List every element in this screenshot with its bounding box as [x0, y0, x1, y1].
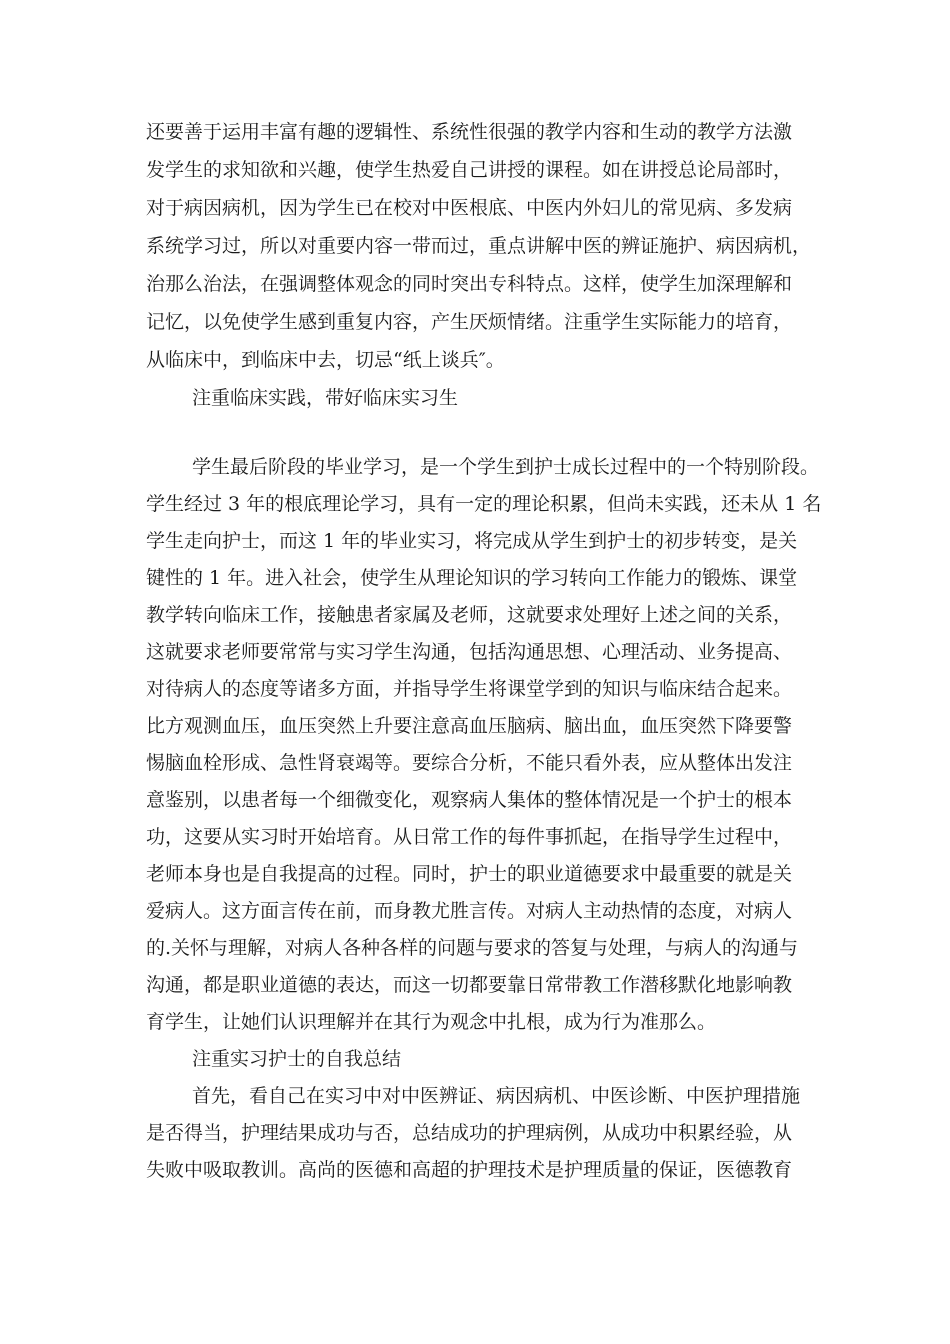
practice-line-13: 爱病人。这方面言传在前，而身教尤胜言传。对病人主动热情的态度，对病人 [146, 900, 793, 922]
practice-line-15: 沟通，都是职业道德的表达，而这一切都要靠日常带教工作潜移默化地影响教 [146, 974, 793, 996]
intro-line-6: 记忆，以免使学生感到重复内容，产生厌烦情绪。注重学生实际能力的培育， [146, 311, 793, 333]
intro-line-1: 还要善于运用丰富有趣的逻辑性、系统性很强的教学内容和生动的教学方法激 [146, 121, 793, 143]
section-heading-self-summary: 注重实习护士的自我总结 [192, 1048, 402, 1070]
intro-line-2: 发学生的求知欲和兴趣，使学生热爱自己讲授的课程。如在讲授总论局部时， [146, 159, 793, 181]
summary-line-3: 失败中吸取教训。高尚的医德和高超的护理技术是护理质量的保证，医德教育 [146, 1159, 793, 1181]
practice-line-5: 教学转向临床工作，接触患者家属及老师，这就要求处理好上述之间的关系， [146, 604, 793, 626]
intro-line-3: 对于病因病机，因为学生已在校对中医根底、中医内外妇儿的常见病、多发病 [146, 197, 793, 219]
practice-line-7: 对待病人的态度等诸多方面，并指导学生将课堂学到的知识与临床结合起来。 [146, 678, 793, 700]
intro-line-5: 治那么治法，在强调整体观念的同时突出专科特点。这样，使学生加深理解和 [146, 273, 793, 295]
intro-line-7: 从临床中，到临床中去，切忌“纸上谈兵″。 [146, 349, 505, 371]
section-heading-clinical-practice: 注重临床实践，带好临床实习生 [192, 387, 459, 409]
practice-line-11: 功，这要从实习时开始培育。从日常工作的每件事抓起，在指导学生过程中， [146, 826, 793, 848]
practice-line-4: 键性的 1 年。进入社会，使学生从理论知识的学习转向工作能力的锻炼、课堂 [146, 567, 798, 589]
practice-line-14: 的.关怀与理解，对病人各种各样的问题与要求的答复与处理，与病人的沟通与 [146, 937, 799, 959]
practice-line-1: 学生最后阶段的毕业学习，是一个学生到护士成长过程中的一个特别阶段。 [192, 456, 820, 478]
practice-line-16: 育学生，让她们认识理解并在其行为观念中扎根，成为行为准那么。 [146, 1011, 717, 1033]
practice-line-9: 惕脑血栓形成、急性肾衰竭等。要综合分析，不能只看外表，应从整体出发注 [146, 752, 793, 774]
practice-line-8: 比方观测血压，血压突然上升要注意高血压脑病、脑出血，血压突然下降要警 [146, 715, 793, 737]
practice-line-12: 老师本身也是自我提高的过程。同时，护士的职业道德要求中最重要的就是关 [146, 863, 793, 885]
practice-line-10: 意鉴别，以患者每一个细微变化，观察病人集体的整体情况是一个护士的根本 [146, 789, 793, 811]
practice-line-3: 学生走向护士，而这 1 年的毕业实习，将完成从学生到护士的初步转变，是关 [146, 530, 798, 552]
practice-line-2: 学生经过 3 年的根底理论学习，具有一定的理论积累，但尚未实践，还未从 1 名 [146, 493, 822, 515]
intro-line-4: 系统学习过，所以对重要内容一带而过，重点讲解中医的辨证施护、病因病机， [146, 235, 812, 257]
practice-line-6: 这就要求老师要常常与实习学生沟通，包括沟通思想、心理活动、业务提高、 [146, 641, 793, 663]
summary-line-1: 首先，看自己在实习中对中医辨证、病因病机、中医诊断、中医护理措施 [192, 1085, 801, 1107]
summary-line-2: 是否得当，护理结果成功与否，总结成功的护理病例，从成功中积累经验，从 [146, 1122, 793, 1144]
